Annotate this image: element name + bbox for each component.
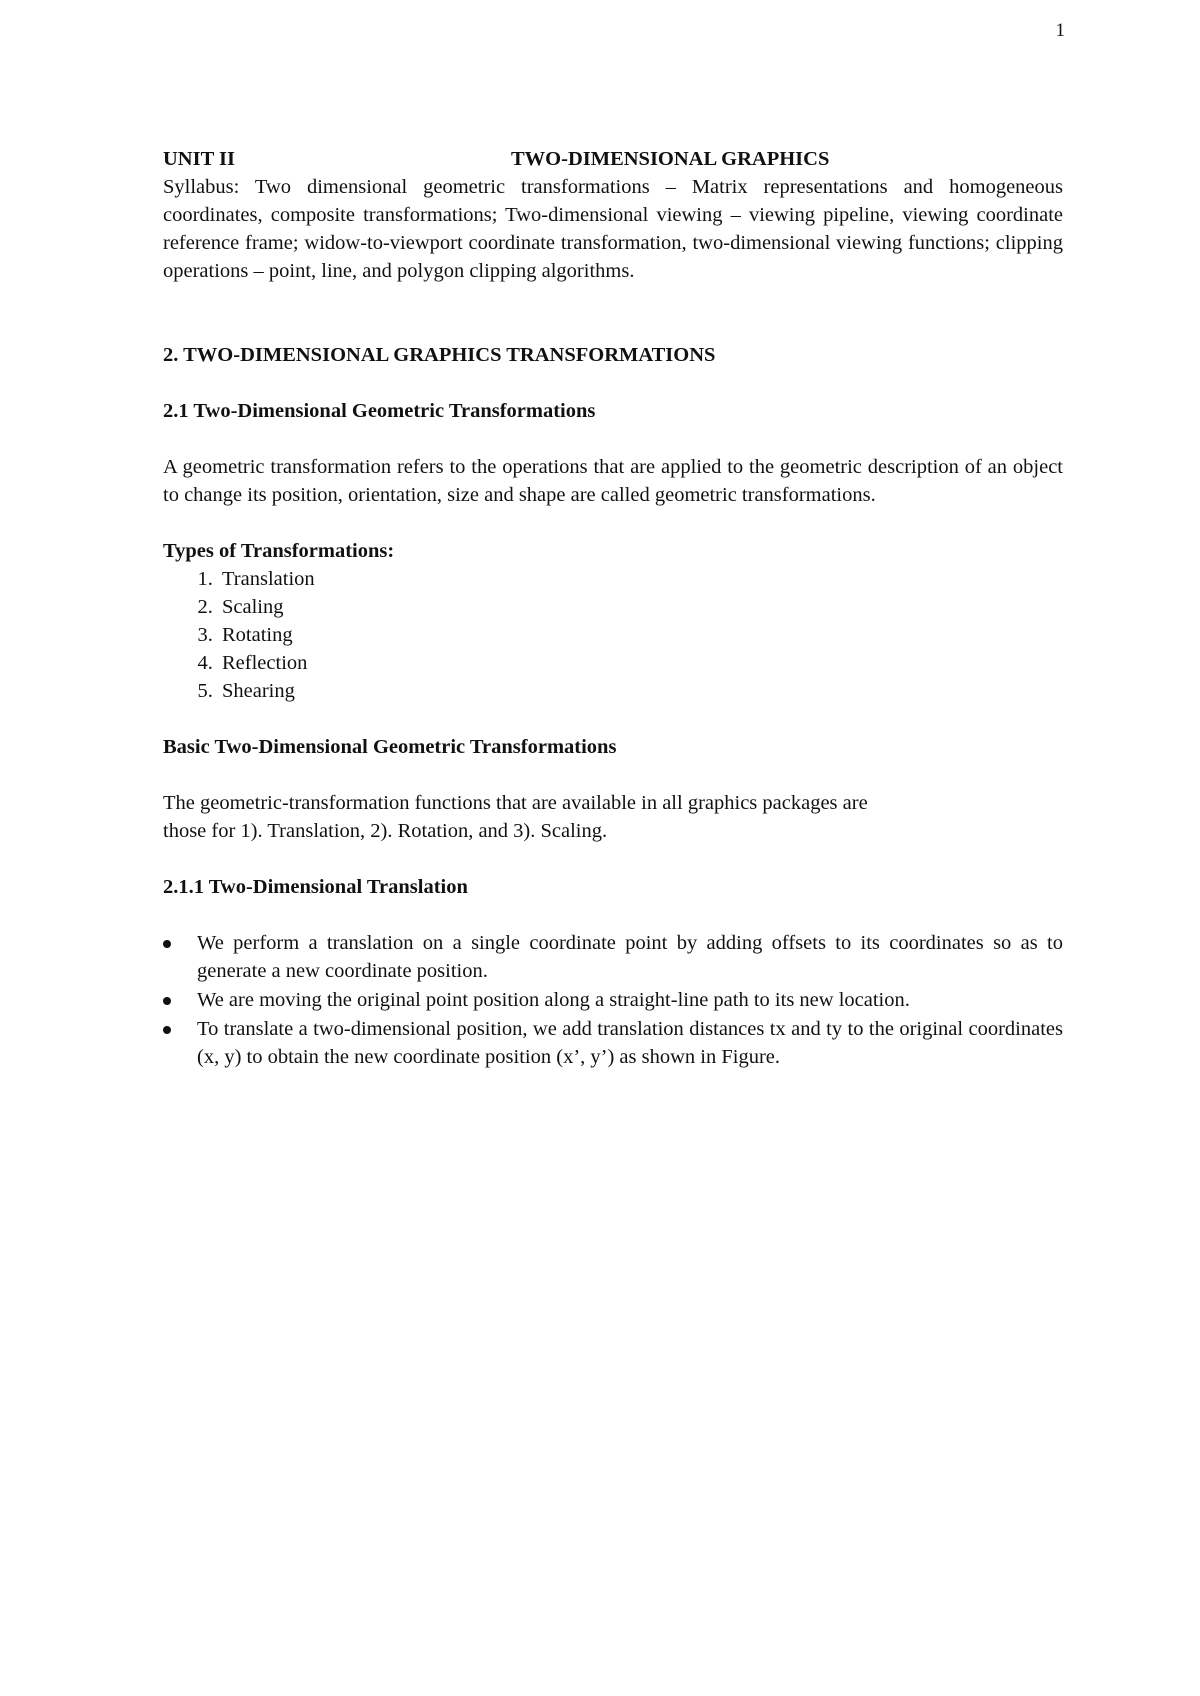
bullet-text: We are moving the original point position along a straight-line path to its new location. <box>197 989 910 1011</box>
bullet-text: To translate a two-dimensional position, we add translation distances tx and ty to the original coordinates (x, y) to obtain the new coordinate position (x’, y’) as shown in Figure. <box>197 1018 1063 1068</box>
list-item: 5. Shearing <box>218 677 1063 705</box>
unit-title: TWO-DIMENSIONAL GRAPHICS <box>511 148 830 170</box>
types-heading: Types of Transformations: <box>163 540 395 562</box>
list-item <box>197 986 1063 1014</box>
list-item: 1. Translation <box>218 565 1063 593</box>
translation-heading: 2.1.1 Two-Dimensional Translation <box>163 876 468 898</box>
syllabus-paragraph: Syllabus: Two dimensional geometric transformations – Matrix representations and homogeneous coordinates, composite transformations; Two-dimensional viewing – viewing pipeline, viewing coordinate reference frame; widow-to-viewport coordinate transformation, two-dimensional viewing functions; clipping operations – point, line, and polygon clipping algorithms. <box>163 176 1063 282</box>
unit-label: UNIT II <box>163 148 235 170</box>
basic-heading: Basic Two-Dimensional Geometric Transformations <box>163 736 617 758</box>
unit-header <box>163 145 1063 173</box>
basic-text-line: those for 1). Translation, 2). Rotation, and 3). Scaling. <box>163 820 608 842</box>
bullet-icon <box>163 1026 171 1034</box>
page-number: 1 <box>1055 20 1065 41</box>
bullet-icon <box>163 940 171 948</box>
types-list <box>163 565 1063 705</box>
list-item: 4. Reflection <box>218 649 1063 677</box>
definition-paragraph: A geometric transformation refers to the operations that are applied to the geometric description of an object to change its position, orientation, size and shape are called geometric transformations. <box>163 456 1063 506</box>
list-item: 3. Rotating <box>218 621 1063 649</box>
section-heading: 2. TWO-DIMENSIONAL GRAPHICS TRANSFORMATIONS <box>163 344 716 366</box>
subsection-heading: 2.1 Two-Dimensional Geometric Transformations <box>163 400 596 422</box>
page-content <box>163 145 1063 1072</box>
basic-paragraph <box>163 789 1063 845</box>
translation-bullet-list <box>163 929 1063 1071</box>
list-item <box>197 1015 1063 1071</box>
list-item: 2. Scaling <box>218 593 1063 621</box>
bullet-icon <box>163 997 171 1005</box>
bullet-text: We perform a translation on a single coordinate point by adding offsets to its coordinates so as to generate a new coordinate position. <box>197 932 1063 982</box>
basic-text-line: The geometric-transformation functions that are available in all graphics packages are <box>163 792 868 814</box>
list-item <box>197 929 1063 985</box>
